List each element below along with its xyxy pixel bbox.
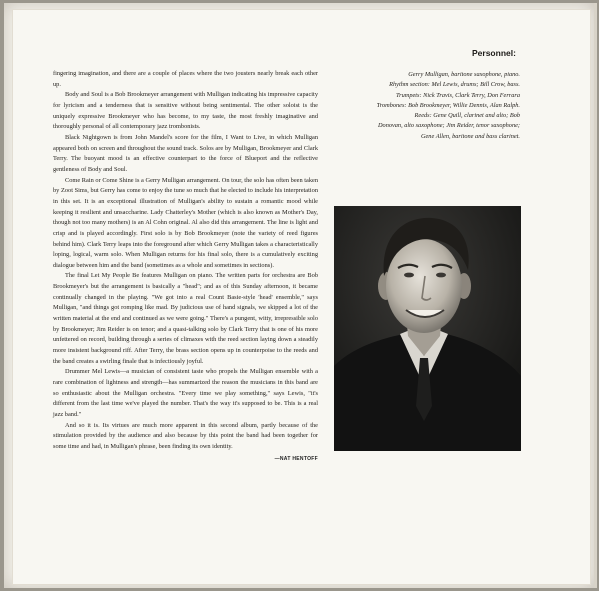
personnel-line: Gene Allen, baritone and bass clarinet. <box>420 132 520 140</box>
author-credit: —NAT HENTOFF <box>274 455 318 462</box>
personnel-line: Rhythm section: Mel Lewis, drums; Bill Crow, bass. <box>389 81 520 89</box>
personnel-heading: Personnel: <box>472 48 516 58</box>
liner-notes-paragraph: Drummer Mel Lewis—a musician of consistent taste who propels the Mulligan ensemble with a rare combination of lightness and strength—has summarized the reason the musicians in this band are so enthusiastic about the Mulligan orchestra. "Every time we play something," says Lewis, "it's different from the last time we've played the number. That's the way it's supposed to be. This is a real jazz band." <box>53 368 318 418</box>
liner-notes-column <box>53 69 318 464</box>
personnel-line: Trumpets: Nick Travis, Clark Terry, Don Ferrara <box>396 91 520 99</box>
liner-notes-paragraph: Black Nightgown is from John Mandel's score for the film, I Want to Live, in which Mulligan appeared both on screen and throughout the sound track. Solos are by Mulligan, Brookmeyer and Clark Terry. The buoyant mood is an effective counterpart to the force of Blueport and the reflective gentleness of Body and Soul. <box>53 133 318 173</box>
liner-notes-paragraph: And so it is. Its virtues are much more apparent in this second album, partly because of the stimulation provided by the audience and also because by this point the band had been together for some time and had, in Mulligan's phrase, been finding its own identity. <box>53 421 318 450</box>
personnel-list <box>354 70 520 142</box>
personnel-line: Trombones: Bob Brookmeyer, Willie Dennis, Alan Ralph. <box>376 101 520 109</box>
album-sleeve <box>4 3 597 588</box>
liner-notes-paragraph: Come Rain or Come Shine is a Gerry Mulligan arrangement. On tour, the solo has often been taken by Zoot Sims, but Gerry has come to enjoy the tune so much that he elected to include his interpretation in this set. It is an exceptional illustration of Mulligan's ability to sustain a romantic mood while keeping it resilient and unsaccharine. Lady Chatterley's Mother (which is also known as Mother's Day, though not too many mothers) is an Al Cohn original. Al also did this arrangement. The line is light and crisp and is played accordingly. First solo is by Bob Brookmeyer (note the variety of reed figures behind him). Clark Terry leaps into the foreground after which Gerry Mulligan takes a characteristically loping, logical, warm solo. When Mulligan returns for his final solo, there is a cumulatively exciting dialogue between him and the band (sometimes as a whole and sometimes in sections). <box>53 176 318 269</box>
personnel-line: Gerry Mulligan, baritone saxophone, piano. <box>408 71 520 78</box>
liner-notes-paragraph: The final Let My People Be features Mulligan on piano. The written parts for orchestra are Bob Brookmeyer's but the arrangement is basically a "head"; and as of this Sunday afternoon, it became continually changed in the playing. "We got into a real Count Basie-style 'head' ensemble," says Mulligan, "and things got romping like mad. By judicious use of hand signals, we skipped a lot of the written material at the end and continued as we were going." There's a pungent, witty, irrepressible solo by Brookmeyer; Jim Reider is on tenor; and a quasi-talking solo by Clark Terry that is one of his more unfettered on record, building through a series of climaxes with the reed section laying down a steadily more insistent background riff. After Terry, the brass section opens up in counterpoise to the reeds and the band creates a swirling finale that is infectiously joyful. <box>53 272 318 365</box>
portrait-illustration <box>334 206 521 451</box>
liner-notes-paragraph: Body and Soul is a Bob Brookmeyer arrangement with Mulligan indicating his impressive capacity for lyricism and a tenderness that is sensitive without being sentimental. The other soloist is the uniquely expressive Brookmeyer who has become, to my taste, the most freshly imaginative and thoroughly personal of all contemporary jazz trombonists. <box>53 91 318 131</box>
portrait-photo <box>334 206 521 451</box>
personnel-line: Donovan, alto saxophone; Jim Reider, tenor saxophone; <box>378 122 520 130</box>
personnel-line: Reeds: Gene Quill, clarinet and alto; Bob <box>414 112 520 120</box>
liner-notes-paragraph: fingering imagination, and there are a couple of places where the two jousters nearly break each other up. <box>53 70 318 88</box>
